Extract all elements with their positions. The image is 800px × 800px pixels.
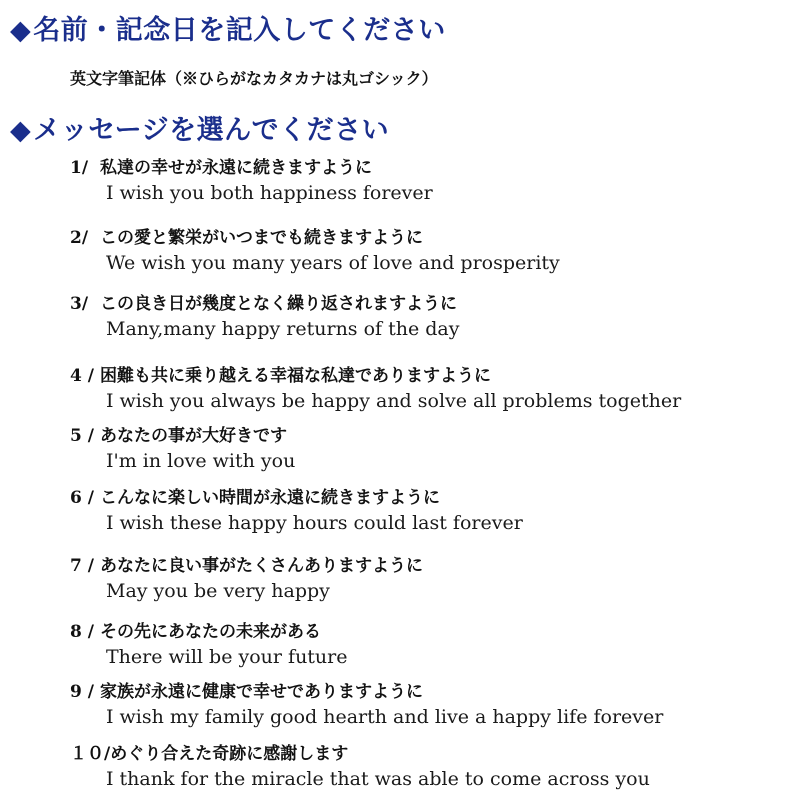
message-en: There will be your future bbox=[106, 646, 348, 668]
message-item-4 bbox=[70, 364, 681, 414]
message-jp-text: めぐり合えた奇跡に感謝します bbox=[110, 744, 349, 764]
message-jp bbox=[70, 742, 650, 766]
message-jp bbox=[70, 620, 348, 644]
message-en: We wish you many years of love and prosperity bbox=[106, 252, 560, 274]
message-jp-text: この良き日が幾度となく繰り返されますように bbox=[100, 294, 457, 314]
message-jp-text: この愛と繁栄がいつまでも続きますように bbox=[100, 228, 423, 248]
message-jp bbox=[70, 156, 433, 180]
message-jp-text: 私達の幸せが永遠に続きますように bbox=[100, 158, 372, 178]
message-jp bbox=[70, 486, 523, 510]
message-number: 9 / bbox=[70, 682, 94, 702]
message-jp bbox=[70, 424, 295, 448]
message-en: May you be very happy bbox=[106, 580, 330, 602]
message-en: I wish you always be happy and solve all problems together bbox=[106, 390, 682, 412]
diamond-bullet-icon: ◆ bbox=[10, 115, 32, 146]
message-number: １０/ bbox=[70, 744, 111, 764]
diamond-bullet-icon: ◆ bbox=[10, 15, 32, 46]
message-number: 7 / bbox=[70, 556, 94, 576]
heading-message-select-text: メッセージを選んでください bbox=[33, 115, 390, 146]
message-item-3 bbox=[70, 292, 460, 342]
message-jp bbox=[70, 554, 423, 578]
message-item-10 bbox=[70, 742, 650, 792]
heading-message-select bbox=[10, 108, 389, 147]
message-jp bbox=[70, 292, 460, 316]
message-number: 5 / bbox=[70, 426, 94, 446]
font-note: 英文字筆記体（※ひらがなカタカナは丸ゴシック） bbox=[70, 69, 438, 88]
message-jp-text: こんなに楽しい時間が永遠に続きますように bbox=[100, 488, 440, 508]
message-jp bbox=[70, 226, 560, 250]
message-en: I'm in love with you bbox=[106, 450, 296, 472]
message-jp bbox=[70, 364, 681, 388]
message-item-2 bbox=[70, 226, 560, 276]
message-item-5 bbox=[70, 424, 295, 474]
message-jp-text: 家族が永遠に健康で幸せでありますように bbox=[100, 682, 423, 702]
message-jp-text: あなたに良い事がたくさんありますように bbox=[100, 556, 423, 576]
message-item-6 bbox=[70, 486, 523, 536]
message-en: I wish you both happiness forever bbox=[106, 182, 433, 204]
message-number: 6 / bbox=[70, 488, 94, 508]
message-jp bbox=[70, 680, 663, 704]
message-en: I wish these happy hours could last forever bbox=[106, 512, 523, 534]
message-jp-text: その先にあなたの未来がある bbox=[100, 622, 321, 642]
message-item-8 bbox=[70, 620, 348, 670]
message-jp-text: 困難も共に乗り越える幸福な私達でありますように bbox=[100, 366, 491, 386]
message-number: 8 / bbox=[70, 622, 94, 642]
message-number: 4 / bbox=[70, 366, 94, 386]
message-item-7 bbox=[70, 554, 423, 604]
message-number: 2/ bbox=[70, 228, 89, 248]
message-item-1 bbox=[70, 156, 433, 206]
message-number: 1/ bbox=[70, 158, 89, 178]
message-jp-text: あなたの事が大好きです bbox=[100, 426, 287, 446]
message-number: 3/ bbox=[70, 294, 89, 314]
message-en: I thank for the miracle that was able to come across you bbox=[106, 768, 650, 790]
message-item-9 bbox=[70, 680, 663, 730]
heading-name-date-text: 名前・記念日を記入してください bbox=[33, 15, 446, 46]
message-en: Many,many happy returns of the day bbox=[106, 318, 460, 340]
heading-name-date bbox=[10, 8, 446, 47]
message-en: I wish my family good hearth and live a happy life forever bbox=[106, 706, 664, 728]
